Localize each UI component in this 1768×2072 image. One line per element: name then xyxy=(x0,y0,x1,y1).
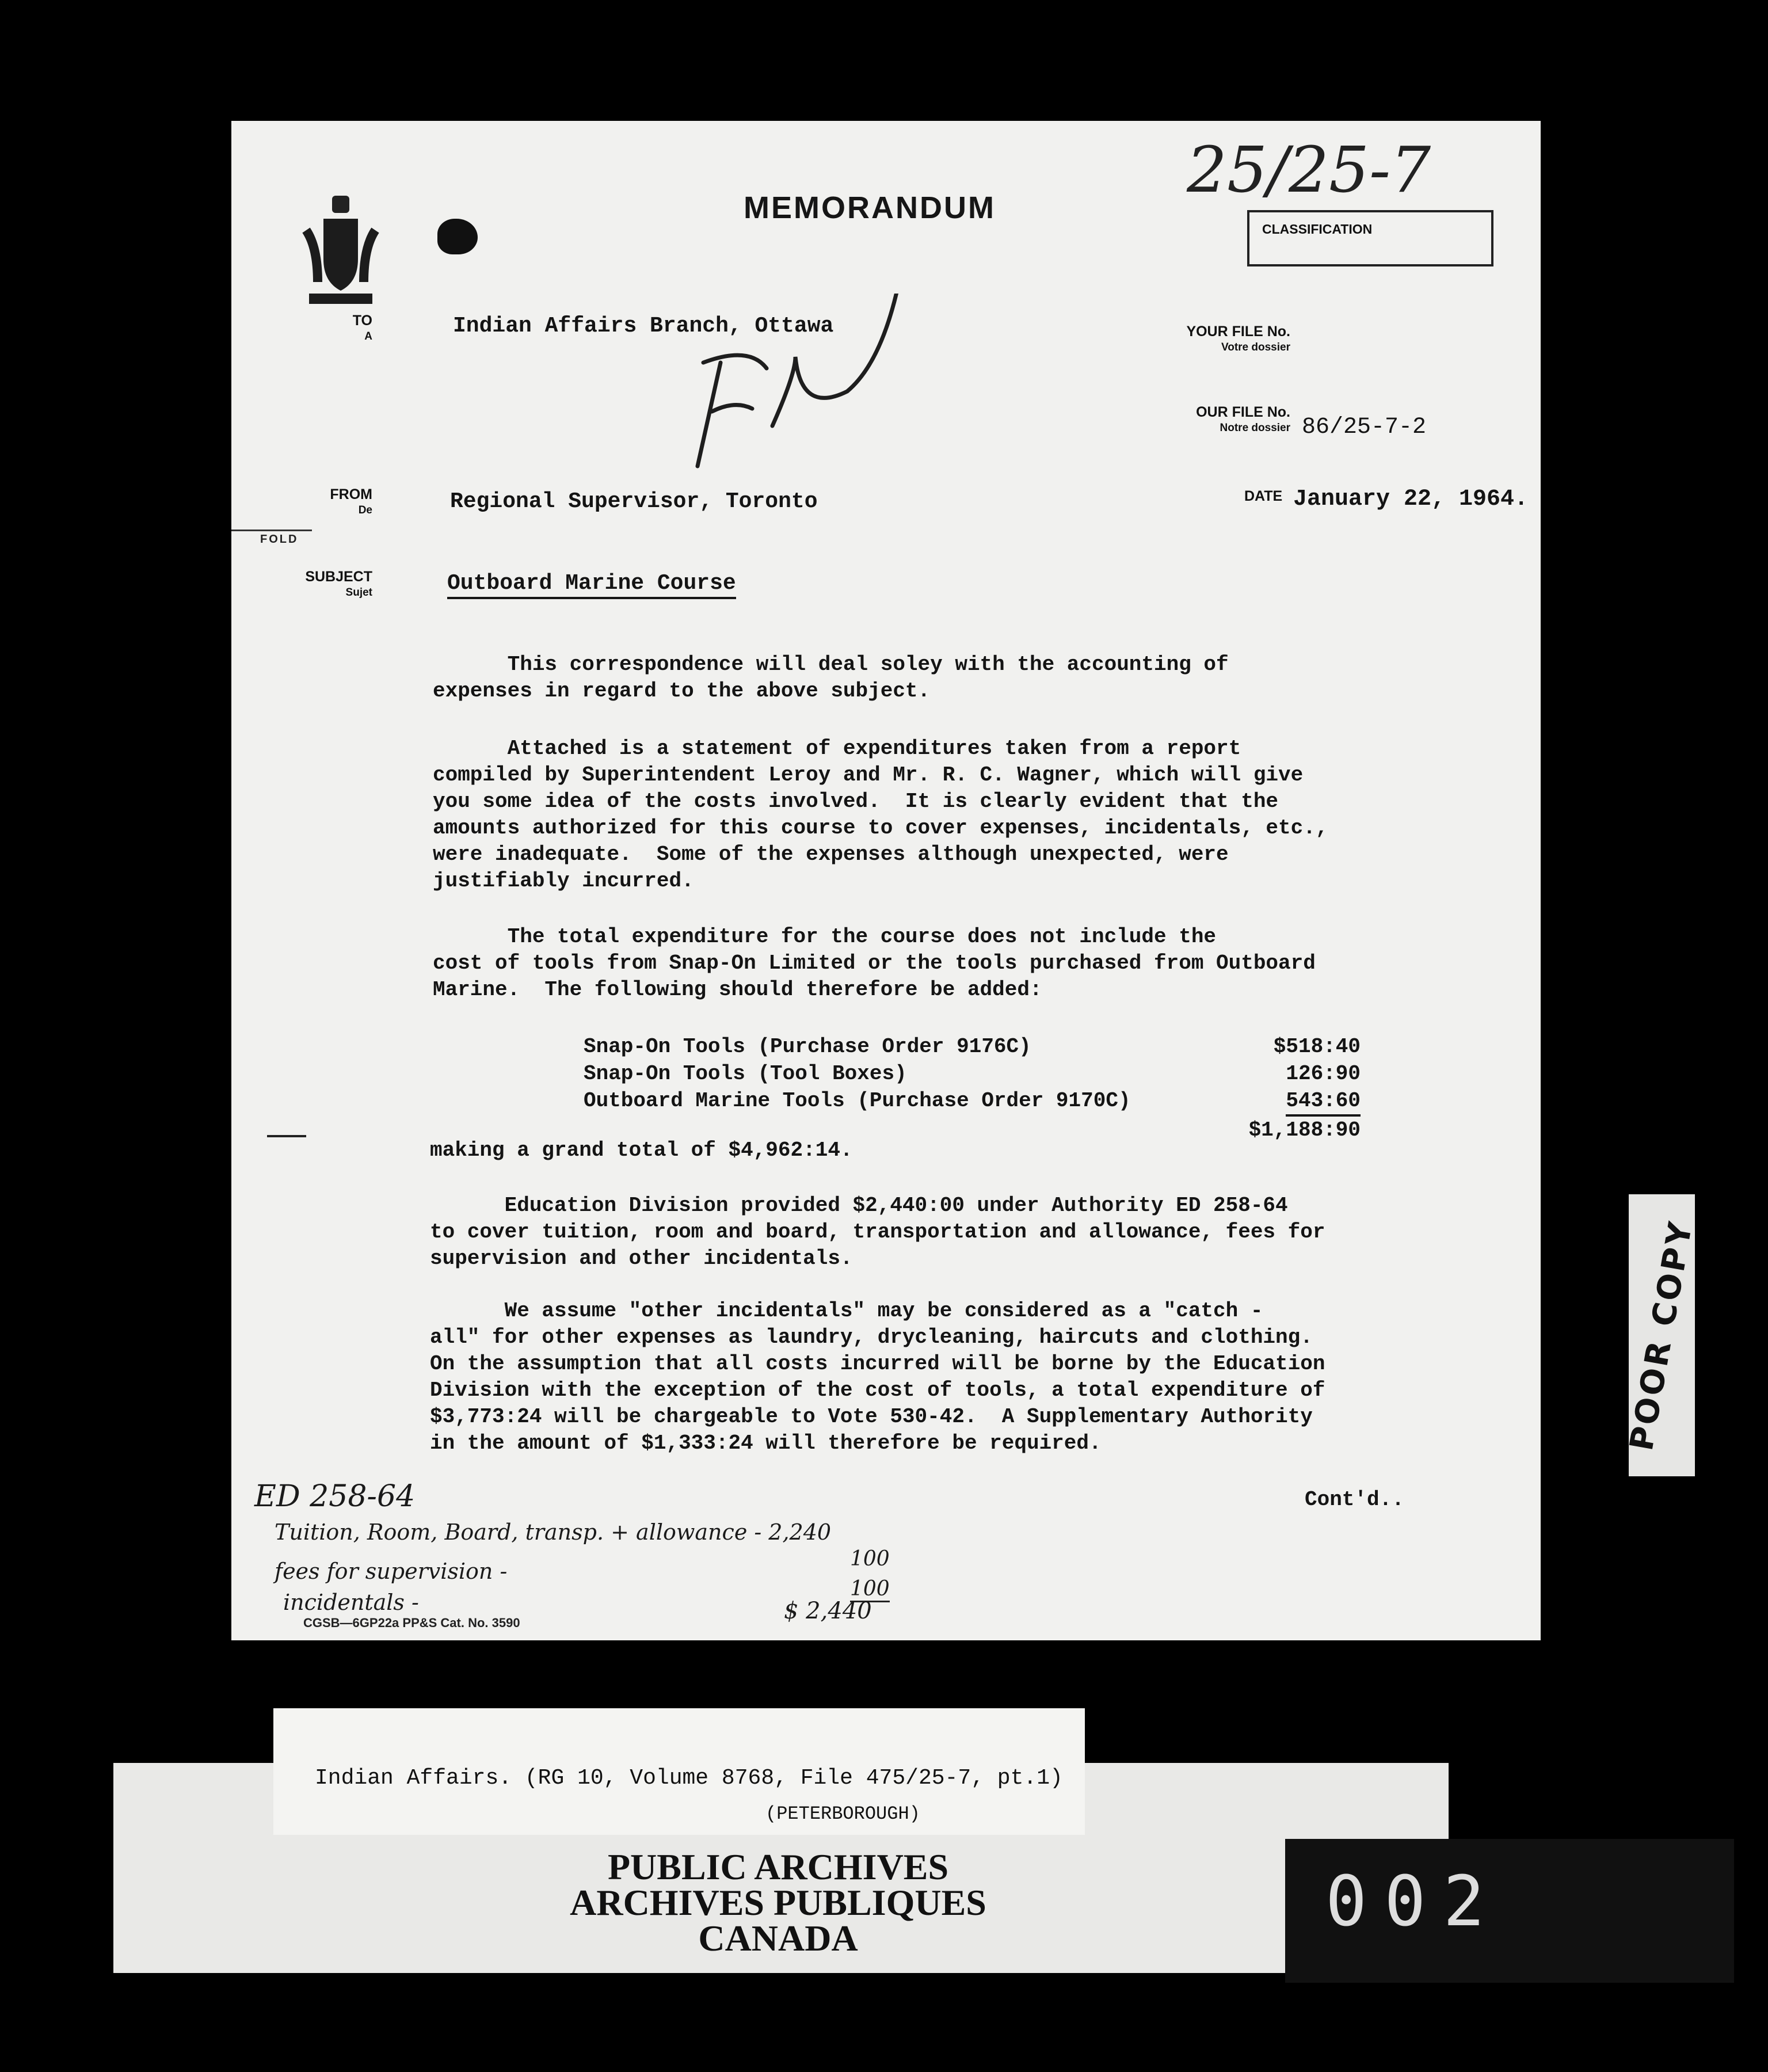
handwritten-line-3: incidentals - xyxy=(283,1590,419,1615)
handwritten-file-number: 25/25-7 xyxy=(1187,133,1431,207)
archive-reference: Indian Affairs. (RG 10, Volume 8768, File 475/25-7, pt.1) xyxy=(315,1766,1063,1791)
subject-value: Outboard Marine Course xyxy=(447,571,736,599)
our-file-label-en: OUR FILE No. xyxy=(1196,404,1290,420)
your-file-label xyxy=(1152,323,1290,356)
grand-total-line: making a grand total of $4,962:14. xyxy=(430,1138,853,1162)
to-label-en: TO xyxy=(352,313,372,329)
our-file-label xyxy=(1152,404,1290,436)
memo-page xyxy=(231,121,1541,1640)
continued-marker: Cont'd.. xyxy=(1305,1488,1404,1511)
expense-desc: Snap-On Tools (Tool Boxes) xyxy=(584,1062,907,1085)
our-file-label-fr: Notre dossier xyxy=(1220,422,1290,434)
handwritten-line-2-amount: 100 xyxy=(850,1577,890,1602)
coat-of-arms-icon xyxy=(300,196,381,311)
expense-amount: 126:90 xyxy=(1286,1062,1361,1085)
paragraph-3: The total expenditure for the course does not include the cost of tools from Snap-On Limited or the tools purchased from Outboard Marine. The following should therefore be added: xyxy=(433,925,1316,1001)
expense-desc: Outboard Marine Tools (Purchase Order 9170C) xyxy=(584,1089,1131,1113)
from-label-fr: De xyxy=(358,504,372,516)
poor-copy-text: POOR COPY xyxy=(1622,1217,1701,1454)
from-value: Regional Supervisor, Toronto xyxy=(450,489,818,514)
archive-place: (PETERBOROUGH) xyxy=(765,1803,920,1825)
expense-list xyxy=(584,1033,1361,1144)
classification-box xyxy=(1247,210,1493,266)
expense-row xyxy=(584,1087,1361,1117)
handwritten-line-1-amount: 100 xyxy=(850,1547,890,1571)
handwritten-line-1: Tuition, Room, Board, transp. + allowance - 2,240 xyxy=(275,1519,832,1545)
expense-row xyxy=(584,1033,1361,1060)
to-label-fr: A xyxy=(364,330,372,342)
archive-reference-tab xyxy=(273,1708,1085,1835)
poor-copy-label xyxy=(1622,1194,1701,1476)
fold-line xyxy=(231,530,312,531)
date-label: DATE xyxy=(1244,488,1283,504)
archive-stamp-line-2: ARCHIVES PUBLIQUES xyxy=(570,1882,986,1923)
classification-label: CLASSIFICATION xyxy=(1262,222,1373,237)
handwritten-initials xyxy=(657,294,922,483)
frame-number: 002 xyxy=(1325,1862,1502,1942)
paragraph-5: We assume "other incidentals" may be considered as a "catch - all" for other expenses as laundry, drycleaning, haircuts and clothing. On the assumption that all costs incurred will be borne by the Education Division with the exception of the cost of tools, a total expenditure of $3,773:24 will be chargeable to Vote 530-42. A Supplementary Authority in the amount of $1,333:24 will therefore be required. xyxy=(430,1299,1325,1455)
paragraph-2: Attached is a statement of expenditures taken from a report compiled by Superintendent Leroy and Mr. R. C. Wagner, which will give you some idea of the costs involved. It is clearly evident that the amounts authorized for this course to cover expenses, incidentals, etc., were inadequate. Some of the expenses although unexpected, were justifiably incurred. xyxy=(433,737,1328,893)
handwritten-line-2: fees for supervision - xyxy=(275,1559,508,1584)
archive-stamp xyxy=(476,1846,1080,1959)
paragraph-4: Education Division provided $2,440:00 under Authority ED 258-64 to cover tuition, room and board, transportation and allowance, fees for supervision and other incidentals. xyxy=(430,1194,1325,1270)
your-file-label-en: YOUR FILE No. xyxy=(1186,323,1290,340)
your-file-label-fr: Votre dossier xyxy=(1221,341,1290,353)
to-value: Indian Affairs Branch, Ottawa xyxy=(453,314,834,338)
ink-blot xyxy=(437,219,478,254)
frame-number-box xyxy=(1285,1839,1734,1983)
subject-label-en: SUBJECT xyxy=(305,569,372,585)
expense-total: $1,188:90 xyxy=(1248,1118,1361,1142)
handwritten-authority-ref: ED 258-64 xyxy=(254,1479,416,1514)
memo-title: MEMORANDUM xyxy=(744,191,996,225)
to-label xyxy=(315,313,372,345)
expense-amount: $518:40 xyxy=(1273,1035,1361,1058)
expense-row xyxy=(584,1060,1361,1087)
date-value: January 22, 1964. xyxy=(1293,486,1529,512)
subject-label xyxy=(289,569,372,601)
expense-amount: 543:60 xyxy=(1286,1087,1361,1117)
paragraph-1: This correspondence will deal soley with the accounting of expenses in regard to the above subject. xyxy=(433,653,1229,703)
handwritten-total: $ 2,440 xyxy=(784,1598,872,1624)
fold-label: FOLD xyxy=(260,533,299,546)
subject-label-fr: Sujet xyxy=(345,586,372,599)
expense-desc: Snap-On Tools (Purchase Order 9176C) xyxy=(584,1035,1031,1058)
margin-mark xyxy=(267,1135,306,1137)
archive-stamp-line-1: PUBLIC ARCHIVES xyxy=(607,1846,949,1887)
from-label xyxy=(315,486,372,519)
our-file-value: 86/25-7-2 xyxy=(1302,414,1427,440)
archive-stamp-line-3: CANADA xyxy=(698,1918,858,1959)
form-code: CGSB—6GP22a PP&S Cat. No. 3590 xyxy=(303,1616,520,1630)
from-label-en: FROM xyxy=(330,486,372,502)
